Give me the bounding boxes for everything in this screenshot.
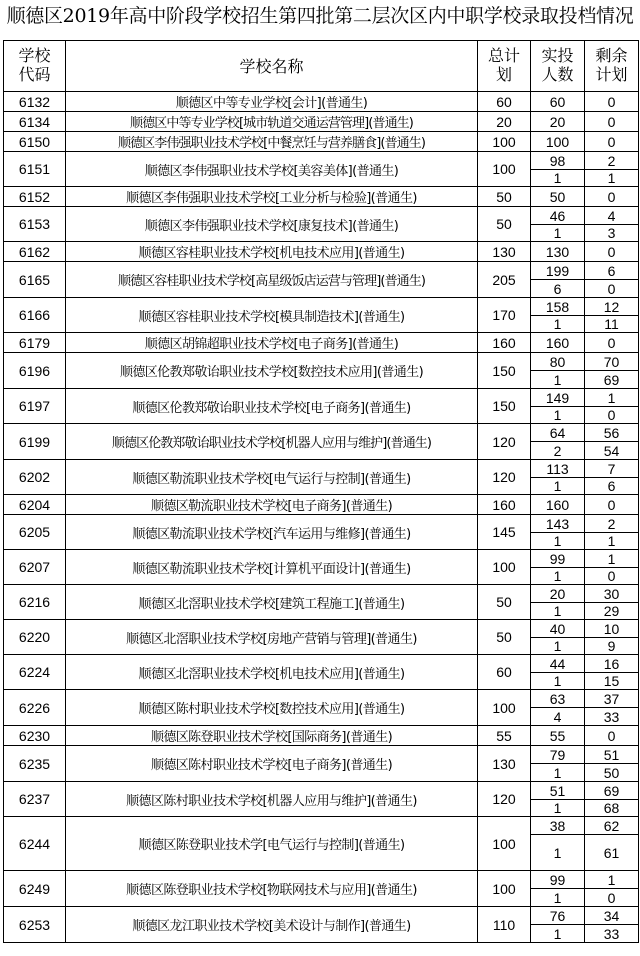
table-row [4,242,639,262]
cell-plan: 50 [478,187,531,207]
cell-actual: 20 [531,585,585,603]
table-row [4,298,639,316]
cell-school-name: 顺德区李伟强职业技术学校[中餐烹饪与营养膳食](普通生) [66,132,478,152]
cell-actual: 1 [531,371,585,389]
cell-code: 6152 [4,187,66,207]
cell-remain: 34 [585,907,639,925]
cell-actual: 98 [531,152,585,170]
cell-code: 6230 [4,726,66,746]
cell-remain: 11 [585,316,639,333]
cell-code: 6179 [4,333,66,353]
cell-actual: 51 [531,782,585,800]
cell-code: 6202 [4,460,66,495]
cell-school-name: 顺德区容桂职业技术学校[模具制造技术](普通生) [66,298,478,333]
cell-code: 6151 [4,152,66,187]
cell-actual: 1 [531,673,585,690]
cell-plan: 205 [478,262,531,298]
cell-actual: 64 [531,424,585,442]
cell-actual: 2 [531,442,585,460]
cell-remain: 33 [585,708,639,726]
cell-remain: 0 [585,242,639,262]
cell-school-name: 顺德区勒流职业技术学校[汽车运用与维修](普通生) [66,515,478,550]
cell-school-name: 顺德区陈登职业技术学校[国际商务](普通生) [66,726,478,746]
cell-actual: 50 [531,187,585,207]
cell-actual: 158 [531,298,585,316]
cell-remain: 0 [585,187,639,207]
cell-remain: 6 [585,262,639,280]
table-row [4,746,639,764]
table-row [4,871,639,889]
cell-school-name: 顺德区陈村职业技术学校[电子商务](普通生) [66,746,478,782]
cell-remain: 2 [585,152,639,170]
cell-school-name: 顺德区李伟强职业技术学校[工业分析与检验](普通生) [66,187,478,207]
cell-actual: 130 [531,242,585,262]
header-plan: 总计划 [478,41,531,92]
cell-actual: 4 [531,708,585,726]
cell-remain: 0 [585,92,639,112]
cell-remain: 69 [585,371,639,389]
table-row [4,495,639,515]
cell-actual: 55 [531,726,585,746]
cell-code: 6199 [4,424,66,460]
cell-code: 6134 [4,112,66,132]
cell-actual: 76 [531,907,585,925]
cell-code: 6253 [4,907,66,943]
table-row [4,207,639,225]
cell-actual: 20 [531,112,585,132]
cell-plan: 120 [478,782,531,817]
cell-school-name: 顺德区伦教郑敬诒职业技术学校[机器人应用与维护](普通生) [66,424,478,460]
table-row [4,515,639,533]
cell-remain: 7 [585,460,639,478]
cell-actual: 1 [531,889,585,907]
cell-school-name: 顺德区中等专业学校[会计](普通生) [66,92,478,112]
cell-school-name: 顺德区中等专业学校[城市轨道交通运营管理](普通生) [66,112,478,132]
cell-remain: 1 [585,871,639,889]
cell-school-name: 顺德区李伟强职业技术学校[美容美体](普通生) [66,152,478,187]
cell-code: 6249 [4,871,66,907]
cell-code: 6226 [4,690,66,726]
table-row [4,620,639,638]
table-row [4,817,639,835]
cell-code: 6162 [4,242,66,262]
cell-plan: 130 [478,242,531,262]
cell-remain: 1 [585,533,639,550]
cell-code: 6235 [4,746,66,782]
cell-code: 6237 [4,782,66,817]
cell-school-name: 顺德区北滘职业技术学校[建筑工程施工](普通生) [66,585,478,620]
table-row [4,550,639,568]
page-title: 顺德区2019年高中阶段学校招生第四批第二层次区内中职学校录取投档情况 [6,5,634,27]
cell-plan: 55 [478,726,531,746]
cell-plan: 150 [478,353,531,389]
cell-plan: 100 [478,817,531,871]
cell-remain: 56 [585,424,639,442]
cell-remain: 69 [585,782,639,800]
cell-remain: 6 [585,478,639,495]
cell-code: 6196 [4,353,66,389]
cell-actual: 1 [531,835,585,871]
cell-remain: 16 [585,655,639,673]
cell-plan: 60 [478,655,531,690]
cell-actual: 99 [531,550,585,568]
table-row [4,585,639,603]
cell-actual: 1 [531,638,585,655]
cell-code: 6197 [4,389,66,424]
cell-actual: 60 [531,92,585,112]
cell-remain: 0 [585,726,639,746]
cell-school-name: 顺德区陈村职业技术学校[机器人应用与维护](普通生) [66,782,478,817]
cell-remain: 0 [585,495,639,515]
cell-actual: 40 [531,620,585,638]
cell-school-name: 顺德区陈登职业技术学校[物联网技术与应用](普通生) [66,871,478,907]
cell-remain: 12 [585,298,639,316]
cell-plan: 100 [478,550,531,585]
cell-actual: 100 [531,132,585,152]
cell-actual: 160 [531,495,585,515]
table-row [4,152,639,170]
table-row [4,132,639,152]
cell-actual: 199 [531,262,585,280]
cell-plan: 160 [478,495,531,515]
cell-actual: 1 [531,568,585,585]
cell-school-name: 顺德区北滘职业技术学校[房地产营销与管理](普通生) [66,620,478,655]
cell-actual: 1 [531,316,585,333]
cell-remain: 30 [585,585,639,603]
cell-remain: 54 [585,442,639,460]
cell-plan: 60 [478,92,531,112]
cell-plan: 100 [478,152,531,187]
cell-remain: 0 [585,132,639,152]
cell-remain: 0 [585,112,639,132]
cell-code: 6224 [4,655,66,690]
cell-school-name: 顺德区勒流职业技术学校[电气运行与控制](普通生) [66,460,478,495]
cell-remain: 1 [585,170,639,187]
cell-remain: 15 [585,673,639,690]
header-code: 学校代码 [4,41,66,92]
cell-code: 6244 [4,817,66,871]
cell-remain: 3 [585,225,639,242]
cell-remain: 0 [585,407,639,424]
cell-remain: 1 [585,550,639,568]
cell-school-name: 顺德区陈村职业技术学校[数控技术应用](普通生) [66,690,478,726]
cell-school-name: 顺德区容桂职业技术学校[高星级饭店运营与管理](普通生) [66,262,478,298]
cell-actual: 160 [531,333,585,353]
cell-actual: 44 [531,655,585,673]
cell-plan: 120 [478,424,531,460]
cell-code: 6204 [4,495,66,515]
cell-plan: 110 [478,907,531,943]
table-body [4,92,639,943]
cell-code: 6150 [4,132,66,152]
table-row [4,690,639,708]
cell-plan: 130 [478,746,531,782]
cell-school-name: 顺德区胡锦超职业技术学校[电子商务](普通生) [66,333,478,353]
cell-code: 6205 [4,515,66,550]
cell-remain: 62 [585,817,639,835]
cell-remain: 29 [585,603,639,620]
cell-code: 6216 [4,585,66,620]
cell-plan: 170 [478,298,531,333]
cell-actual: 1 [531,764,585,782]
cell-code: 6132 [4,92,66,112]
cell-plan: 50 [478,207,531,242]
table-row [4,782,639,800]
cell-actual: 63 [531,690,585,708]
cell-actual: 113 [531,460,585,478]
table-row [4,262,639,280]
cell-plan: 150 [478,389,531,424]
cell-plan: 50 [478,585,531,620]
header-remain: 剩余计划 [585,41,639,92]
cell-code: 6166 [4,298,66,333]
cell-school-name: 顺德区伦教郑敬诒职业技术学校[电子商务](普通生) [66,389,478,424]
cell-actual: 1 [531,407,585,424]
cell-plan: 145 [478,515,531,550]
table-row [4,907,639,925]
cell-school-name: 顺德区勒流职业技术学校[电子商务](普通生) [66,495,478,515]
cell-actual: 1 [531,603,585,620]
cell-plan: 100 [478,871,531,907]
table-row [4,389,639,407]
cell-remain: 33 [585,925,639,943]
cell-remain: 61 [585,835,639,871]
cell-plan: 100 [478,132,531,152]
table-row [4,353,639,371]
header-actual: 实投人数 [531,41,585,92]
cell-actual: 149 [531,389,585,407]
cell-school-name: 顺德区李伟强职业技术学校[康复技术](普通生) [66,207,478,242]
cell-actual: 80 [531,353,585,371]
cell-plan: 160 [478,333,531,353]
cell-actual: 1 [531,170,585,187]
table-row [4,655,639,673]
cell-school-name: 顺德区陈登职业技术学[电气运行与控制](普通生) [66,817,478,871]
header-name: 学校名称 [66,41,478,92]
cell-actual: 99 [531,871,585,889]
table-row [4,460,639,478]
cell-school-name: 顺德区龙江职业技术学校[美术设计与制作](普通生) [66,907,478,943]
cell-remain: 0 [585,333,639,353]
cell-code: 6220 [4,620,66,655]
cell-remain: 0 [585,280,639,298]
header-row [4,41,639,92]
cell-school-name: 顺德区勒流职业技术学校[计算机平面设计](普通生) [66,550,478,585]
cell-school-name: 顺德区北滘职业技术学校[机电技术应用](普通生) [66,655,478,690]
cell-actual: 38 [531,817,585,835]
cell-remain: 70 [585,353,639,371]
cell-code: 6153 [4,207,66,242]
cell-remain: 0 [585,568,639,585]
table-row [4,187,639,207]
cell-actual: 46 [531,207,585,225]
cell-plan: 100 [478,690,531,726]
cell-remain: 2 [585,515,639,533]
cell-actual: 1 [531,925,585,943]
cell-actual: 143 [531,515,585,533]
cell-remain: 68 [585,800,639,817]
cell-actual: 1 [531,533,585,550]
cell-remain: 51 [585,746,639,764]
cell-plan: 20 [478,112,531,132]
table-row [4,112,639,132]
table-row [4,424,639,442]
cell-plan: 120 [478,460,531,495]
cell-remain: 37 [585,690,639,708]
table-row [4,333,639,353]
cell-remain: 4 [585,207,639,225]
cell-remain: 1 [585,389,639,407]
admission-table [3,40,639,943]
cell-actual: 6 [531,280,585,298]
cell-actual: 1 [531,225,585,242]
cell-remain: 10 [585,620,639,638]
cell-remain: 0 [585,889,639,907]
cell-school-name: 顺德区伦教郑敬诒职业技术学校[数控技术应用](普通生) [66,353,478,389]
cell-code: 6207 [4,550,66,585]
cell-plan: 50 [478,620,531,655]
cell-remain: 50 [585,764,639,782]
cell-remain: 9 [585,638,639,655]
cell-actual: 1 [531,478,585,495]
table-row [4,92,639,112]
table-row [4,726,639,746]
cell-code: 6165 [4,262,66,298]
cell-actual: 1 [531,800,585,817]
cell-school-name: 顺德区容桂职业技术学校[机电技术应用](普通生) [66,242,478,262]
cell-actual: 79 [531,746,585,764]
